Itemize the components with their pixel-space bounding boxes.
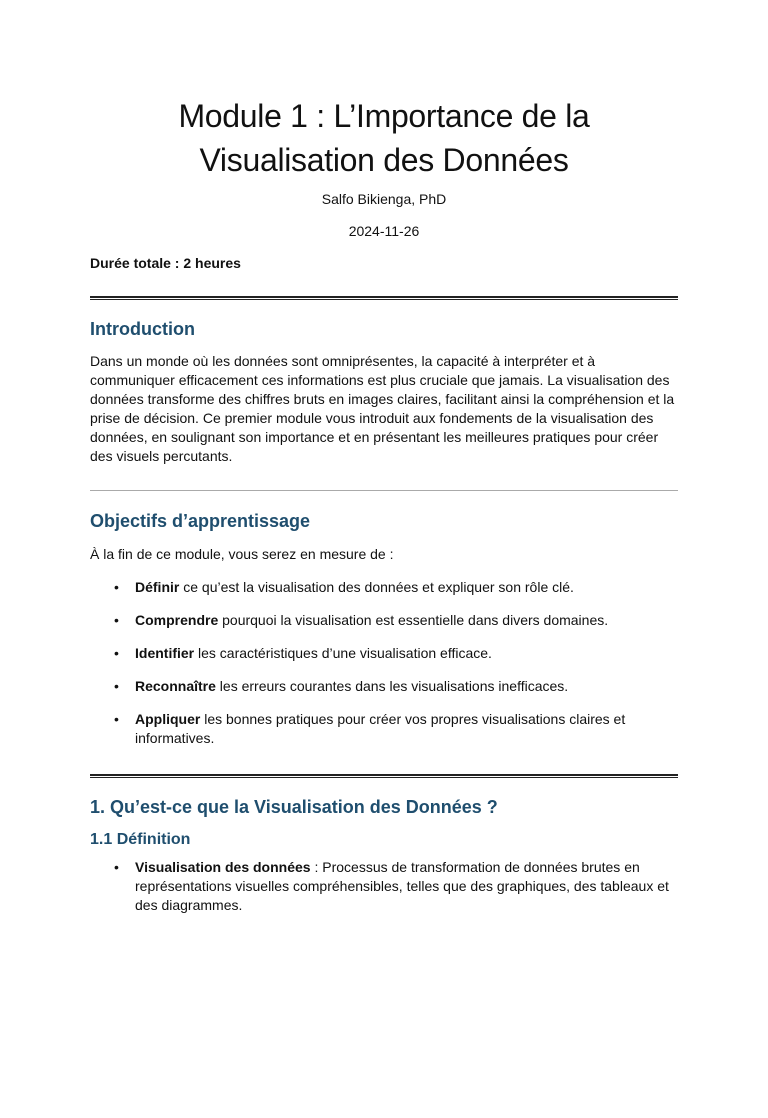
list-item-text: les caractéristiques d’une visualisation efficace.	[194, 645, 492, 661]
list-item	[90, 710, 678, 748]
total-duration: Durée totale : 2 heures	[90, 255, 241, 271]
list-item-text: les bonnes pratiques pour créer vos propres visualisations claires et informatives.	[135, 711, 626, 746]
bullet-icon: •	[114, 859, 119, 875]
list-item	[90, 677, 678, 696]
list-item-bold: Reconnaître	[135, 678, 216, 694]
bullet-icon: •	[114, 612, 119, 628]
bullet-icon: •	[114, 711, 119, 727]
document-page	[0, 94, 768, 1118]
objectives-list	[90, 578, 678, 748]
list-item-bold: Définir	[135, 579, 180, 595]
definition-list	[90, 858, 678, 915]
objectives-lead: À la fin de ce module, vous serez en mesure de :	[90, 546, 394, 562]
double-divider	[90, 774, 678, 778]
list-item-text: les erreurs courantes dans les visualisations inefficaces.	[215, 678, 569, 694]
list-item	[90, 611, 678, 630]
author-name: Salfo Bikienga, PhD	[321, 191, 447, 207]
list-item	[90, 858, 678, 915]
single-divider	[90, 490, 678, 491]
list-item-text: pourquoi la visualisation est essentielle dans divers domaines.	[218, 612, 609, 628]
list-item-text: : Processus de transformation de données brutes en représentations visuelles compréhensibles, telles que des graphiques, des tableaux et des diagrammes.	[135, 859, 669, 913]
list-item-text: ce qu’est la visualisation des données et expliquer son rôle clé.	[179, 579, 574, 595]
introduction-heading: Introduction	[90, 319, 195, 339]
section-1-heading: 1. Qu’est-ce que la Visualisation des Données ?	[90, 797, 498, 817]
list-item	[90, 578, 678, 597]
document-date: 2024-11-26	[348, 223, 420, 239]
bullet-icon: •	[114, 678, 119, 694]
document-title: Module 1 : L’Importance de la Visualisation des Données	[178, 98, 590, 178]
objectives-heading: Objectifs d’apprentissage	[90, 511, 311, 531]
bullet-icon: •	[114, 579, 119, 595]
bullet-icon: •	[114, 645, 119, 661]
list-item-bold: Comprendre	[135, 612, 219, 628]
double-divider	[90, 296, 678, 300]
introduction-paragraph: Dans un monde où les données sont omniprésentes, la capacité à interpréter et à communiquer efficacement ces informations est plus cruciale que jamais. La visualisation des données transforme des chiffres bruts en images claires, facilitant ainsi la compréhension et la prise de décision. Ce premier module vous introduit aux fondements de la visualisation des données, en soulignant son importance et en présentant les meilleures pratiques pour créer des visuels percutants.	[90, 353, 675, 464]
section-1-1-heading: 1.1 Définition	[90, 831, 191, 848]
list-item-bold: Appliquer	[135, 711, 201, 727]
list-item	[90, 644, 678, 663]
list-item-bold: Visualisation des données	[135, 859, 311, 875]
list-item-bold: Identifier	[135, 645, 195, 661]
